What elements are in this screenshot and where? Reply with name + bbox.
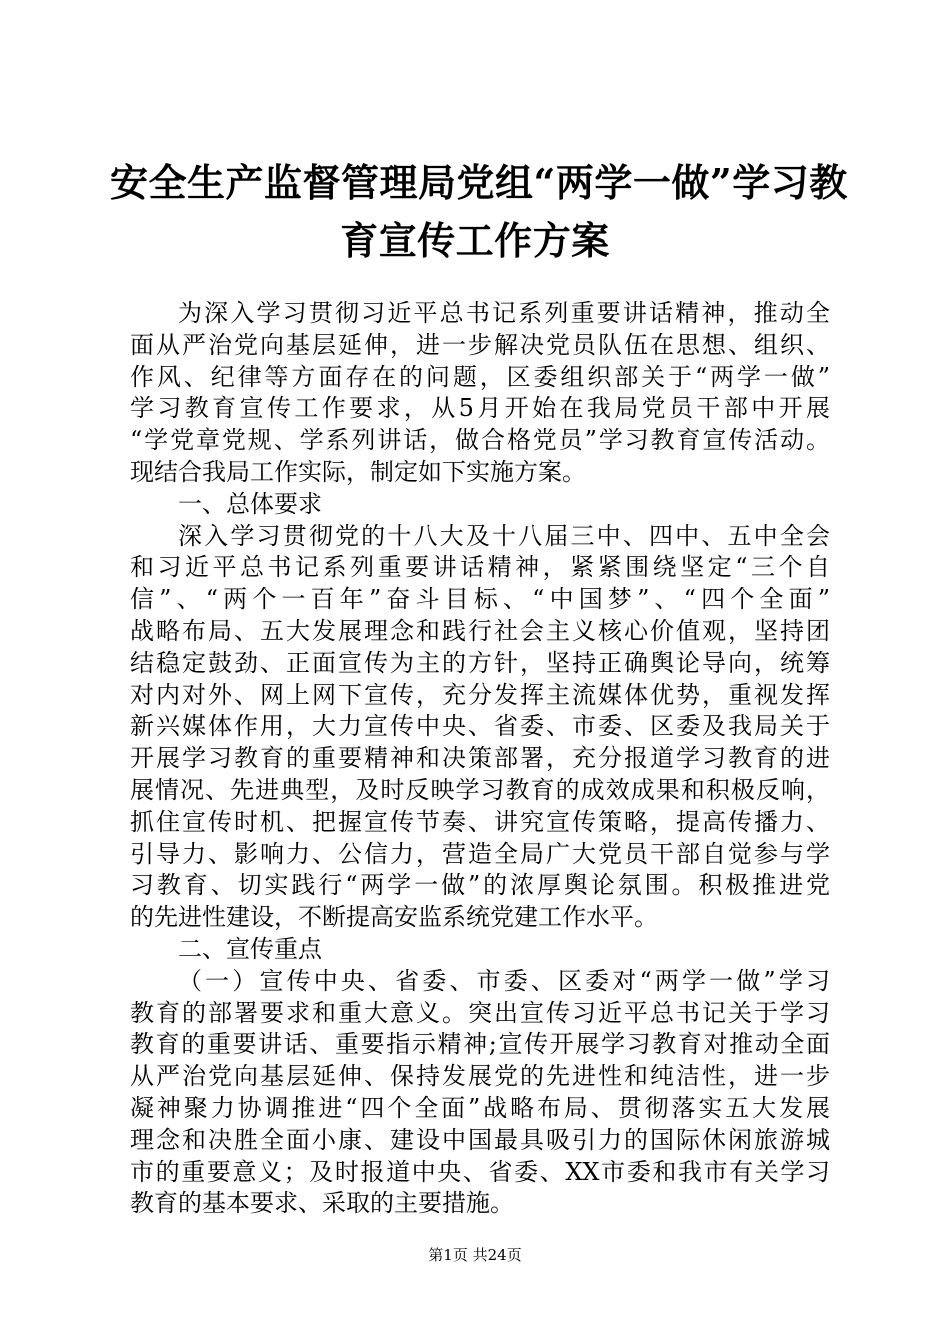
body-line: 教育的基本要求、采取的主要措施。 (130, 1189, 514, 1218)
body-line: 面从严治党向基层延伸，进一步解决党员队伍在思想、组织、 (130, 330, 830, 359)
body-line: 市的重要意义；及时报道中央、省委、XX市委和我市有关学习 (130, 1157, 830, 1186)
section-heading: 一、总体要求 (178, 489, 322, 518)
body-line: 学习教育宣传工作要求，从5月开始在我局党员干部中开展 (130, 394, 830, 423)
body-line: 作风、纪律等方面存在的问题，区委组织部关于“两学一做” (130, 362, 830, 391)
document-body (130, 298, 830, 1220)
body-line: “学党章党规、学系列讲话，做合格党员”学习教育宣传活动。 (130, 426, 830, 455)
body-line: 信”、“两个一百年”奋斗目标、“中国梦”、“四个全面” (130, 585, 830, 614)
body-line: 抓住宣传时机、把握宣传节奏、讲究宣传策略，提高传播力、 (130, 807, 830, 836)
body-line: 现结合我局工作实际，制定如下实施方案。 (130, 457, 586, 486)
document-title-line-1: 安全生产监督管理局党组“两学一做”学习教 (110, 160, 848, 205)
body-line: 深入学习贯彻党的十八大及十八届三中、四中、五中全会 (178, 521, 830, 550)
section-heading: 二、宣传重点 (178, 934, 322, 963)
body-line: 战略布局、五大发展理念和践行社会主义核心价值观，坚持团 (130, 616, 830, 645)
body-line: 对内对外、网上网下宣传，充分发挥主流媒体优势，重视发挥 (130, 680, 830, 709)
body-line: 理念和决胜全面小康、建设中国最具吸引力的国际休闲旅游城 (130, 1125, 830, 1154)
body-line: 结稳定鼓劲、正面宣传为主的方针，坚持正确舆论导向，统筹 (130, 648, 830, 677)
body-line: 开展学习教育的重要精神和决策部署，充分报道学习教育的进 (130, 744, 830, 773)
body-line: 教育的部署要求和重大意义。突出宣传习近平总书记关于学习 (130, 998, 830, 1027)
body-line: 习教育、切实践行“两学一做”的浓厚舆论氛围。积极推进党 (130, 871, 830, 900)
body-line: 教育的重要讲话、重要指示精神;宣传开展学习教育对推动全面 (130, 1030, 830, 1059)
body-line: 为深入学习贯彻习近平总书记系列重要讲话精神，推动全 (178, 299, 830, 327)
body-line: 展情况、先进典型，及时反映学习教育的成效成果和积极反响， (130, 775, 830, 804)
body-line: 新兴媒体作用，大力宣传中央、省委、市委、区委及我局关于 (130, 712, 830, 741)
body-line: 和习近平总书记系列重要讲话精神，紧紧围绕坚定“三个自 (130, 553, 830, 582)
body-line: 的先进性建设，不断提高安监系统党建工作水平。 (130, 903, 658, 932)
page-number-footer: 第1页 共24页 (428, 1246, 522, 1264)
document-title-line-2: 育宣传工作方案 (340, 218, 610, 263)
body-line: 从严治党向基层延伸、保持发展党的先进性和纯洁性，进一步 (130, 1062, 830, 1091)
body-line: （一）宣传中央、省委、市委、区委对“两学一做”学习 (178, 966, 830, 995)
body-line: 凝神聚力协调推进“四个全面”战略布局、贯彻落实五大发展 (130, 1093, 830, 1122)
body-line: 引导力、影响力、公信力，营造全局广大党员干部自觉参与学 (130, 839, 830, 868)
